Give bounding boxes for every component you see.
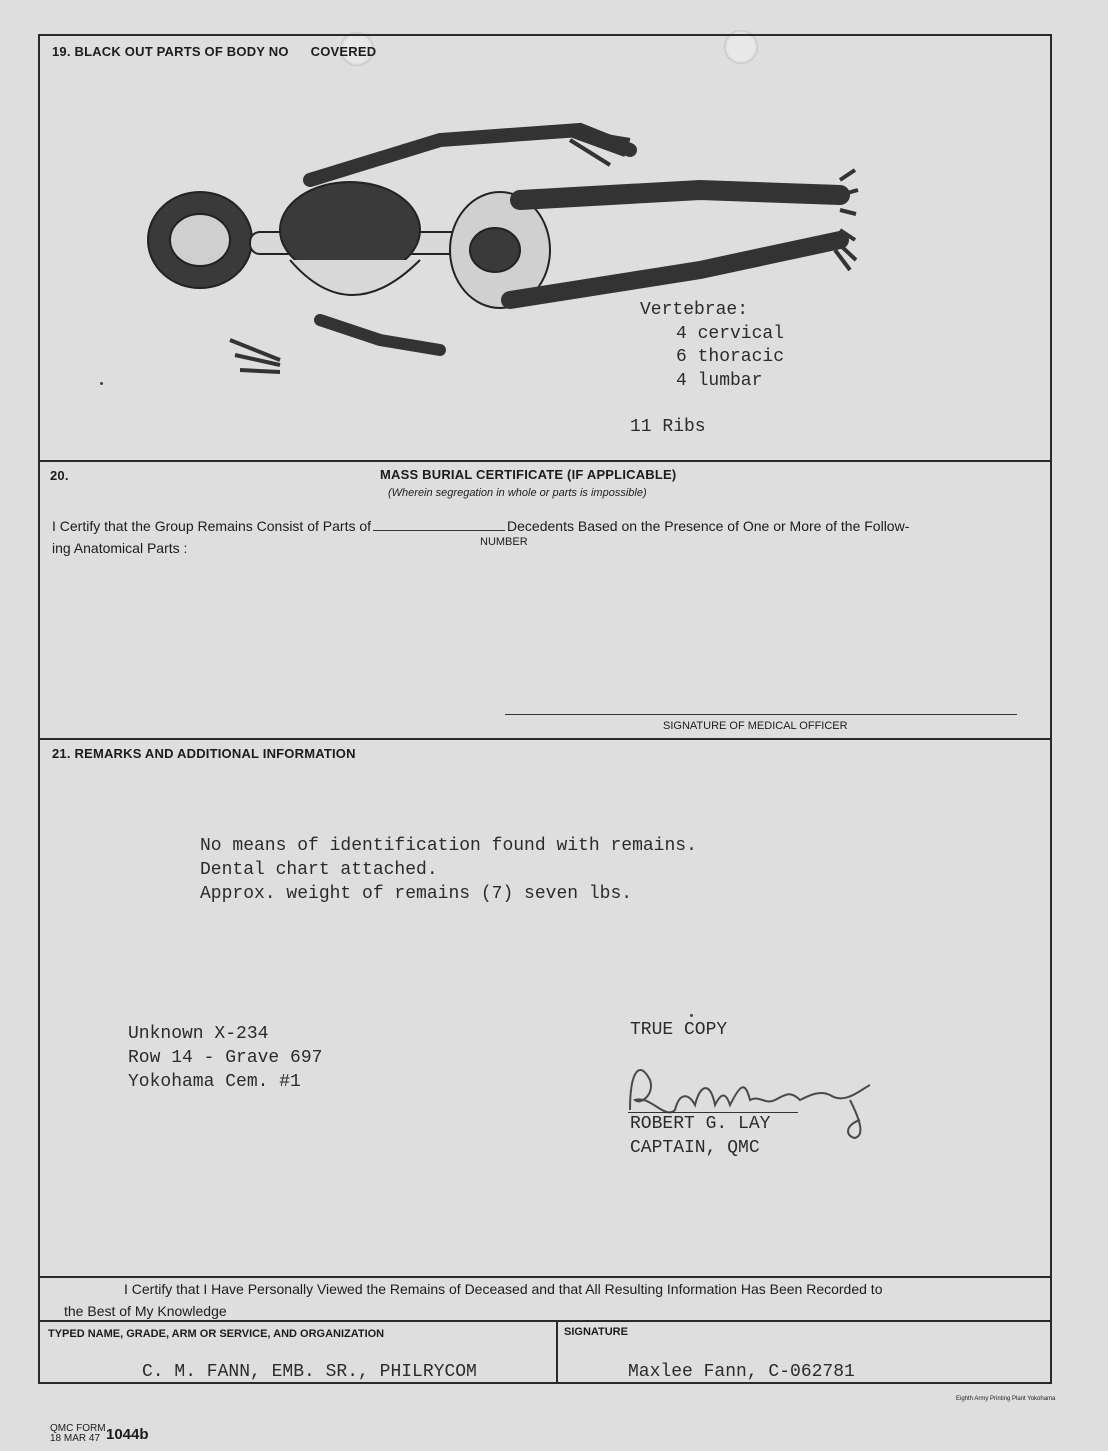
number-caption: NUMBER	[480, 536, 528, 548]
form-id-line-2: 18 MAR 47	[50, 1433, 101, 1444]
name-field-label: TYPED NAME, GRADE, ARM OR SERVICE, AND ORGANIZATION	[48, 1328, 385, 1340]
certification-line-2: the Best of My Knowledge	[64, 1303, 227, 1319]
vertebrae-cervical: 4 cervical	[676, 324, 785, 344]
divider-footer	[38, 1320, 1052, 1322]
certify-statement: I Certify that the Group Remains Consist of Parts of Decedents Based on the Presence of One or More of the Follow-	[52, 518, 910, 534]
grave-line-1: Unknown X-234	[128, 1024, 269, 1044]
officer-title: CAPTAIN, QMC	[630, 1138, 760, 1158]
form-id-line-1: QMC FORM	[50, 1423, 106, 1434]
signature-field-value: Maxlee Fann, C-062781	[628, 1362, 855, 1382]
certification-statement	[64, 1278, 1044, 1322]
vertebrae-heading: Vertebrae:	[640, 300, 749, 320]
arm-lower	[320, 320, 440, 350]
grave-line-2: Row 14 - Grave 697	[128, 1048, 323, 1068]
form-number: 1044b	[106, 1426, 149, 1443]
section-19-label: 19. BLACK OUT PARTS OF BODY NO COVERED	[52, 44, 377, 59]
footer-vertical-divider	[556, 1320, 558, 1384]
section-20-title: MASS BURIAL CERTIFICATE (IF APPLICABLE)	[380, 467, 677, 482]
true-copy: TRUE COPY	[630, 1020, 728, 1040]
grave-line-3: Yokohama Cem. #1	[128, 1072, 301, 1092]
certify-statement-cont: ing Anatomical Parts :	[52, 540, 188, 556]
ribs-count: 11 Ribs	[630, 417, 706, 437]
section-21-label: 21. REMARKS AND ADDITIONAL INFORMATION	[52, 746, 356, 761]
name-field-value: C. M. FANN, EMB. SR., PHILRYCOM	[142, 1362, 477, 1382]
remark-line-3: Approx. weight of remains (7) seven lbs.	[200, 884, 633, 904]
officer-name-line	[628, 1112, 798, 1113]
section-20-subtitle: (Wherein segregation in whole or parts is impossible)	[388, 487, 647, 499]
divider-20	[38, 460, 1052, 462]
form-id-block	[50, 1424, 106, 1444]
vertebrae-thoracic: 6 thoracic	[676, 347, 785, 367]
certification-line-1: I Certify that I Have Personally Viewed the Remains of Deceased and that All Resulting Information Has Been Recorded to	[124, 1281, 883, 1297]
remark-line-1: No means of identification found with remains.	[200, 836, 697, 856]
leg-lower	[510, 240, 840, 300]
section-20-number: 20.	[50, 468, 69, 483]
medical-officer-signature-line	[505, 714, 1017, 715]
remark-line-2: Dental chart attached.	[200, 860, 438, 880]
signature-field-label: SIGNATURE	[564, 1326, 628, 1338]
officer-name: ROBERT G. LAY	[630, 1114, 771, 1134]
divider-21	[38, 738, 1052, 740]
hand-lower	[230, 340, 280, 372]
vertebrae-lumbar: 4 lumbar	[676, 371, 763, 391]
printer-note: Eighth Army Printing Plant Yokohama	[956, 1396, 1056, 1402]
medical-officer-caption: SIGNATURE OF MEDICAL OFFICER	[663, 720, 848, 732]
leg-upper	[520, 190, 840, 200]
